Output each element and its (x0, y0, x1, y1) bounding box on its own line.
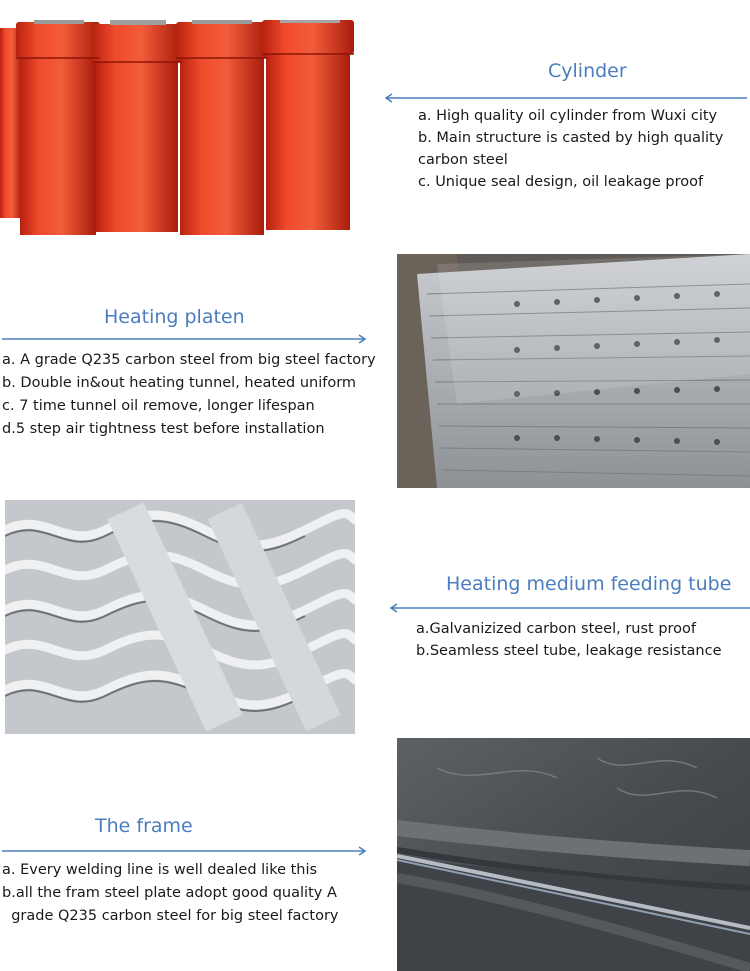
cylinder-heading: Cylinder (548, 60, 627, 82)
heating-platen-photo (397, 254, 750, 488)
cylinder-item: b. Main structure is casted by high quality (418, 130, 724, 146)
feeding-tube-photo (5, 500, 355, 734)
heating-platen-item: d.5 step air tightness test before installation (2, 421, 325, 437)
cylinder-item: c. Unique seal design, oil leakage proof (418, 174, 704, 190)
cylinder-item: carbon steel (418, 152, 508, 168)
heating-platen-item: c. 7 time tunnel oil remove, longer lifespan (2, 398, 315, 414)
feeding-tube-item: b.Seamless steel tube, leakage resistance (416, 643, 722, 659)
frame-item: a. Every welding line is well dealed like this (2, 862, 318, 878)
feeding-tube-arrow (388, 603, 750, 613)
feeding-tube-heading: Heating medium feeding tube (446, 573, 732, 595)
frame-heading: The frame (95, 815, 193, 837)
heating-platen-arrow (2, 334, 368, 344)
frame-item: b.all the fram steel plate adopt good quality A (2, 885, 337, 901)
cylinder-item: a. High quality oil cylinder from Wuxi city (418, 108, 718, 124)
frame-photo (397, 738, 750, 971)
frame-item: grade Q235 carbon steel for big steel factory (2, 908, 339, 924)
cylinder-photo (0, 20, 357, 242)
frame-arrow (2, 846, 368, 856)
heating-platen-heading: Heating platen (104, 306, 245, 328)
heating-platen-item: a. A grade Q235 carbon steel from big steel factory (2, 352, 376, 368)
heating-platen-item: b. Double in&out heating tunnel, heated uniform (2, 375, 357, 391)
feeding-tube-item: a.Galvanizized carbon steel, rust proof (416, 621, 697, 637)
cylinder-arrow (383, 93, 747, 103)
